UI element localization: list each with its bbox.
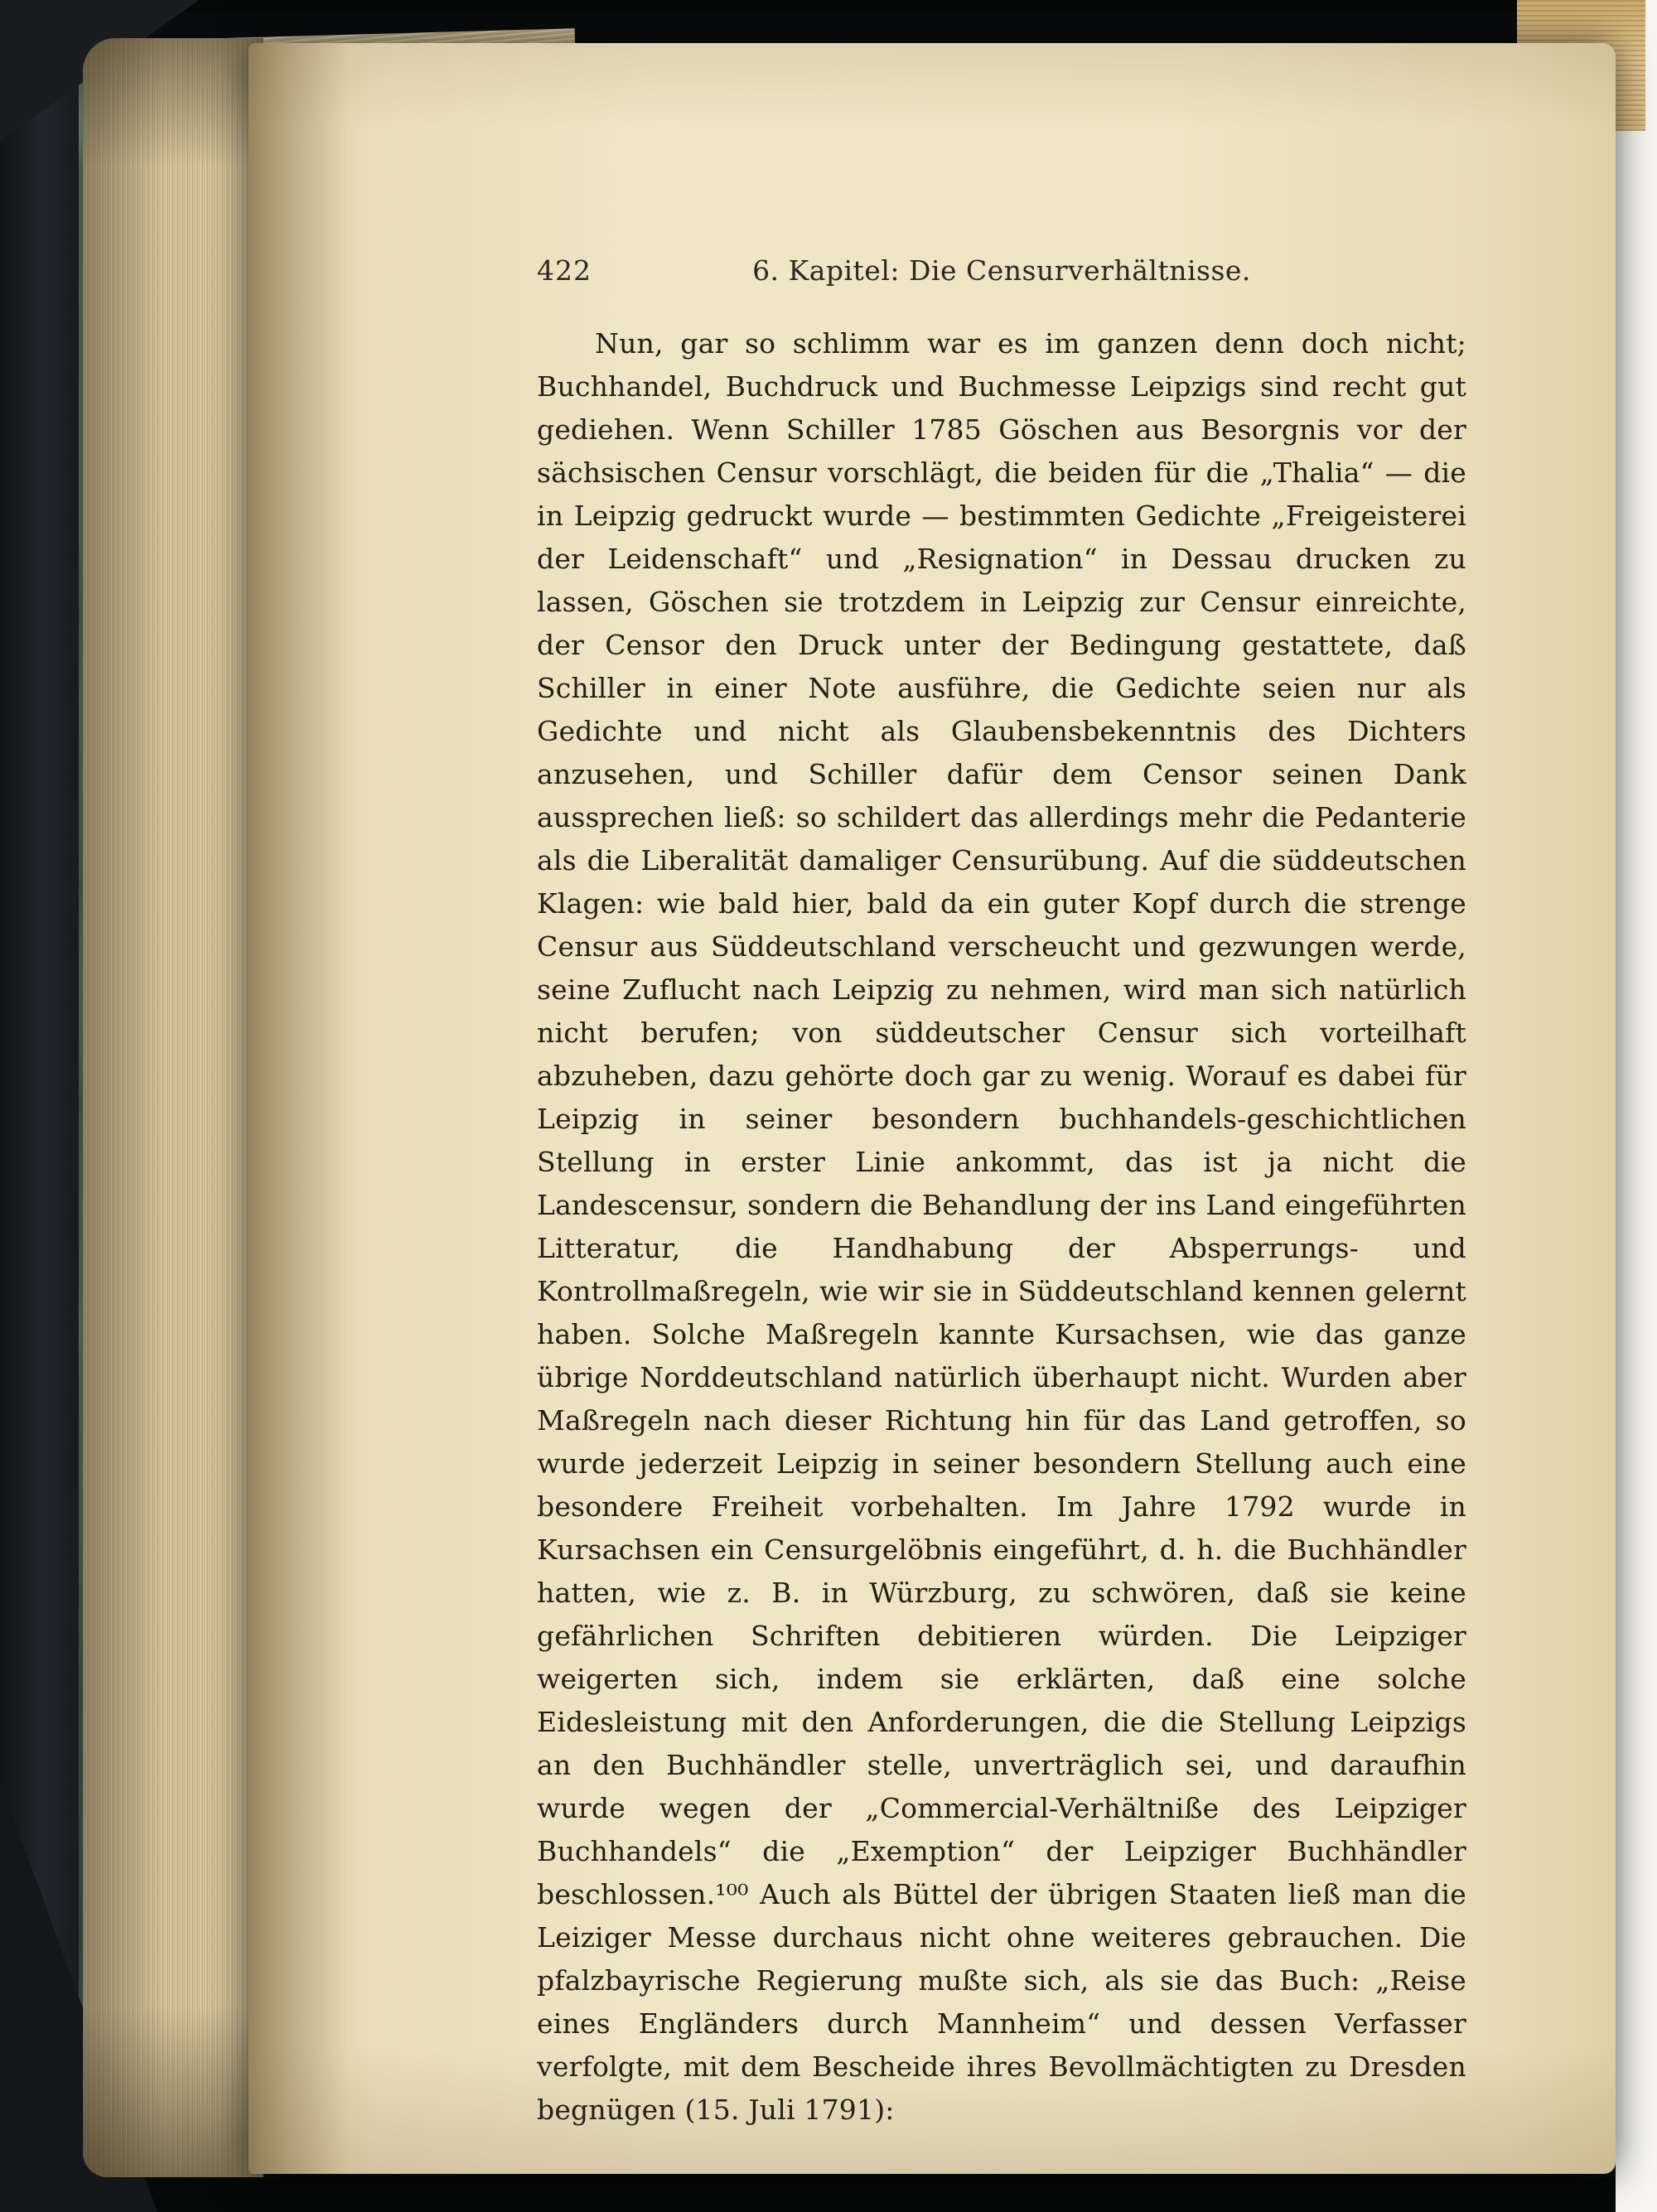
scan-background — [1616, 0, 1657, 2212]
page-number: 422 — [537, 254, 592, 287]
chapter-header: 6. Kapitel: Die Censurverhältnisse. — [752, 254, 1251, 287]
gutter-shadow — [249, 43, 348, 2174]
running-head — [537, 254, 1466, 294]
body-paragraph: Nun, gar so schlimm war es im ganzen denn doch nicht; Buchhandel, Buchdruck und Buchmesse Leipzigs sind recht gut gediehen. Wenn Schiller 1785 Göschen aus Besorgnis vor der sächsischen Censur vorschlägt, die beiden für die „Thalia“ — die in Leipzig gedruckt wurde — bestimmten Gedichte „Freigeisterei der Leidenschaft“ und „Resignation“ in Dessau drucken zu lassen, Göschen sie trotzdem in Leipzig zur Censur einreichte, der Censor den Druck unter der Bedingung gestattete, daß Schiller in einer Note ausführe, die Gedichte seien nur als Gedichte und nicht als Glaubensbekenntnis des Dichters anzusehen, und Schiller dafür dem Censor seinen Dank aussprechen ließ: so schildert das allerdings mehr die Pedanterie als die Liberalität damaliger Censurübung. Auf die süddeutschen Klagen: wie bald hier, bald da ein guter Kopf durch die strenge Censur aus Süddeutschland verscheucht und gezwungen werde, seine Zuflucht nach Leipzig zu nehmen, wird man sich natürlich nicht berufen; von süddeutscher Censur sich vorteilhaft abzuheben, dazu gehörte doch gar zu wenig. Worauf es dabei für Leipzig in seiner besondern buchhandels-geschichtlichen Stellung in erster Linie ankommt, das ist ja nicht die Landescensur, sondern die Behandlung der ins Land eingeführten Litteratur, die Handhabung der Absperrungs- und Kontrollmaßregeln, wie wir sie in Süddeutschland kennen gelernt haben. Solche Maßregeln kannte Kursachsen, wie das ganze übrige Norddeutschland natürlich überhaupt nicht. Wurden aber Maßregeln nach dieser Richtung hin für das Land getroffen, so wurde jederzeit Leipzig in seiner besondern Stellung auch eine besondere Freiheit vorbehalten. Im Jahre 1792 wurde in Kursachsen ein Censurgelöbnis eingeführt, d. h. die Buchhändler hatten, wie z. B. in Würzburg, zu schwören, daß sie keine gefährlichen Schriften debitieren würden. Die Leipziger weigerten sich, indem sie erklärten, daß eine solche Eidesleistung mit den Anforderungen, die die Stellung Leipzigs an den Buchhändler stelle, unverträglich sei, und daraufhin wurde wegen der „Commercial-Verhältniße des Leipziger Buchhandels“ die „Exemption“ der Leipziger Buchhändler beschlossen.¹⁰⁰ Auch als Büttel der übrigen Staaten ließ man die Leiziger Messe durchaus nicht ohne weiteres gebrauchen. Die pfalzbayrische Regierung mußte sich, als sie das Buch: „Reise eines Engländers durch Mannheim“ und dessen Verfasser verfolgte, mit dem Bescheide ihres Bevollmächtigten zu Dresden begnügen (15. Juli 1791): — [537, 327, 1466, 2126]
text-block — [537, 254, 1466, 2132]
book-page — [249, 43, 1616, 2174]
scan-frame-bottom — [0, 2177, 1616, 2212]
scan-frame-top — [0, 0, 1616, 12]
page-edge-stack — [83, 38, 263, 2177]
